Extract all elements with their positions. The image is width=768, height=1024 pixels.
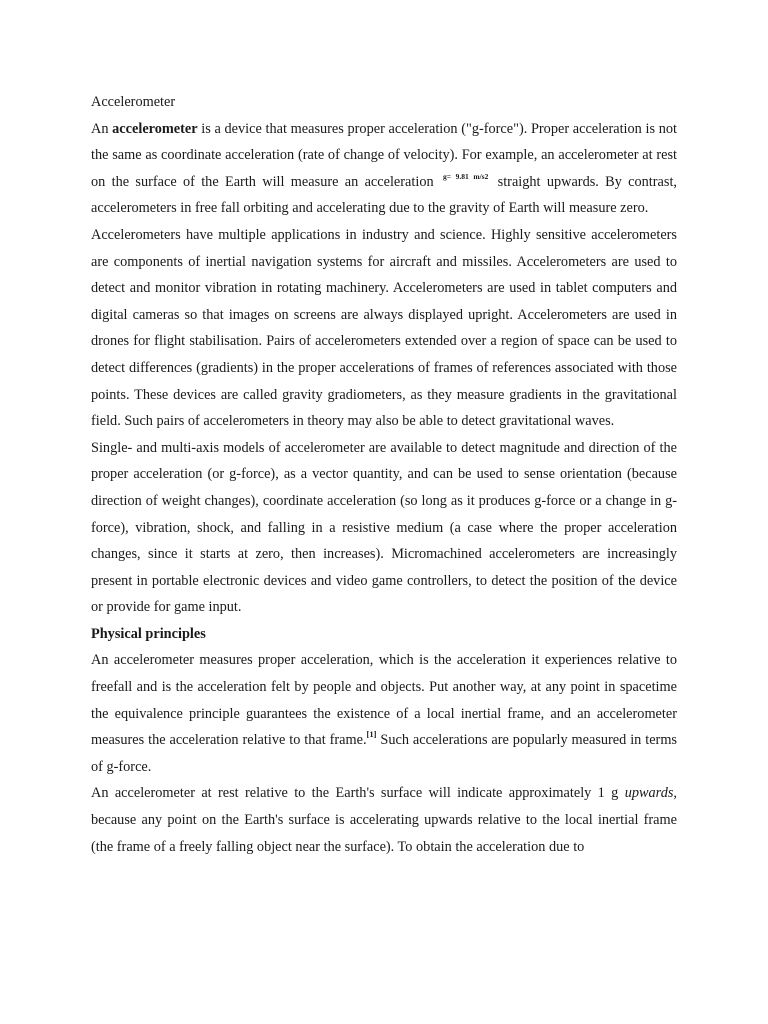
at-rest-text-start: An accelerometer at rest relative to the Earth's surface will indicate approximately 1 g	[91, 785, 625, 802]
at-rest-text-end: , because any point on the Earth's surface is accelerating upwards relative to the local inertial frame (the frame of a freely falling object near the surface). To obtain the acceleration due to	[91, 785, 677, 855]
applications-paragraph: Accelerometers have multiple applications in industry and science. Highly sensitive accelerometers are components of inertial navigation systems for aircraft and missiles. Accelerometers are used to detect and monitor vibration in rotating machinery. Accelerometers are used in tablet computers and digital cameras so that images on screens are always displayed upright. Accelerometers are used in drones for flight stabilisation. Pairs of accelerometers extended over a region of space can be used to detect differences (gradients) in the proper accelerations of frames of references associated with those points. These devices are called gravity gradiometers, as they measure gradients in the gravitational field. Such pairs of accelerometers in theory may also be able to detect gravitational waves.	[91, 226, 677, 430]
principles-paragraph	[91, 647, 677, 780]
physical-principles-heading: Physical principles	[91, 625, 206, 642]
at-rest-paragraph	[91, 780, 677, 860]
citation-link[interactable]: [1]	[366, 729, 377, 740]
intro-text-start: An	[91, 120, 113, 137]
gravity-formula: g= 9.81 m/s2	[442, 172, 489, 182]
document-title: Accelerometer	[91, 94, 176, 110]
document-page	[91, 89, 677, 860]
intro-paragraph	[91, 116, 677, 222]
accelerometer-term: accelerometer	[112, 120, 198, 137]
principles-text-end: Such accelerations are popularly measured in terms of g-force.	[91, 732, 677, 775]
models-paragraph: Single- and multi-axis models of accelerometer are available to detect magnitude and direction of the proper acceleration (or g-force), as a vector quantity, and can be used to sense orientation (because direction of weight changes), coordinate acceleration (so long as it produces g-force or a change in g-force), vibration, shock, and falling in a resistive medium (a case where the proper acceleration changes, since it starts at zero, then increases). Micromachined accelerometers are increasingly present in portable electronic devices and video game controllers, to detect the position of the device or provide for game input.	[91, 439, 677, 616]
principles-text-start: An accelerometer measures proper acceleration, which is the acceleration it experiences relative to freefall and is the acceleration felt by people and objects. Put another way, at any point in spacetime the equivalence principle guarantees the existence of a local inertial frame, and an accelerometer measures the acceleration relative to that frame.	[91, 652, 677, 749]
intro-text-middle: is a device that measures proper acceleration ("g-force"). Proper acceleration is not the same as coordinate acceleration (rate of change of velocity). For example, an accelerometer at rest on the surface of the Earth will measure an acceleration	[91, 120, 677, 190]
intro-text-end: straight upwards. By contrast, accelerometers in free fall orbiting and accelerating due to the gravity of Earth will measure zero.	[91, 173, 678, 217]
upwards-emphasis: upwards	[624, 785, 674, 802]
